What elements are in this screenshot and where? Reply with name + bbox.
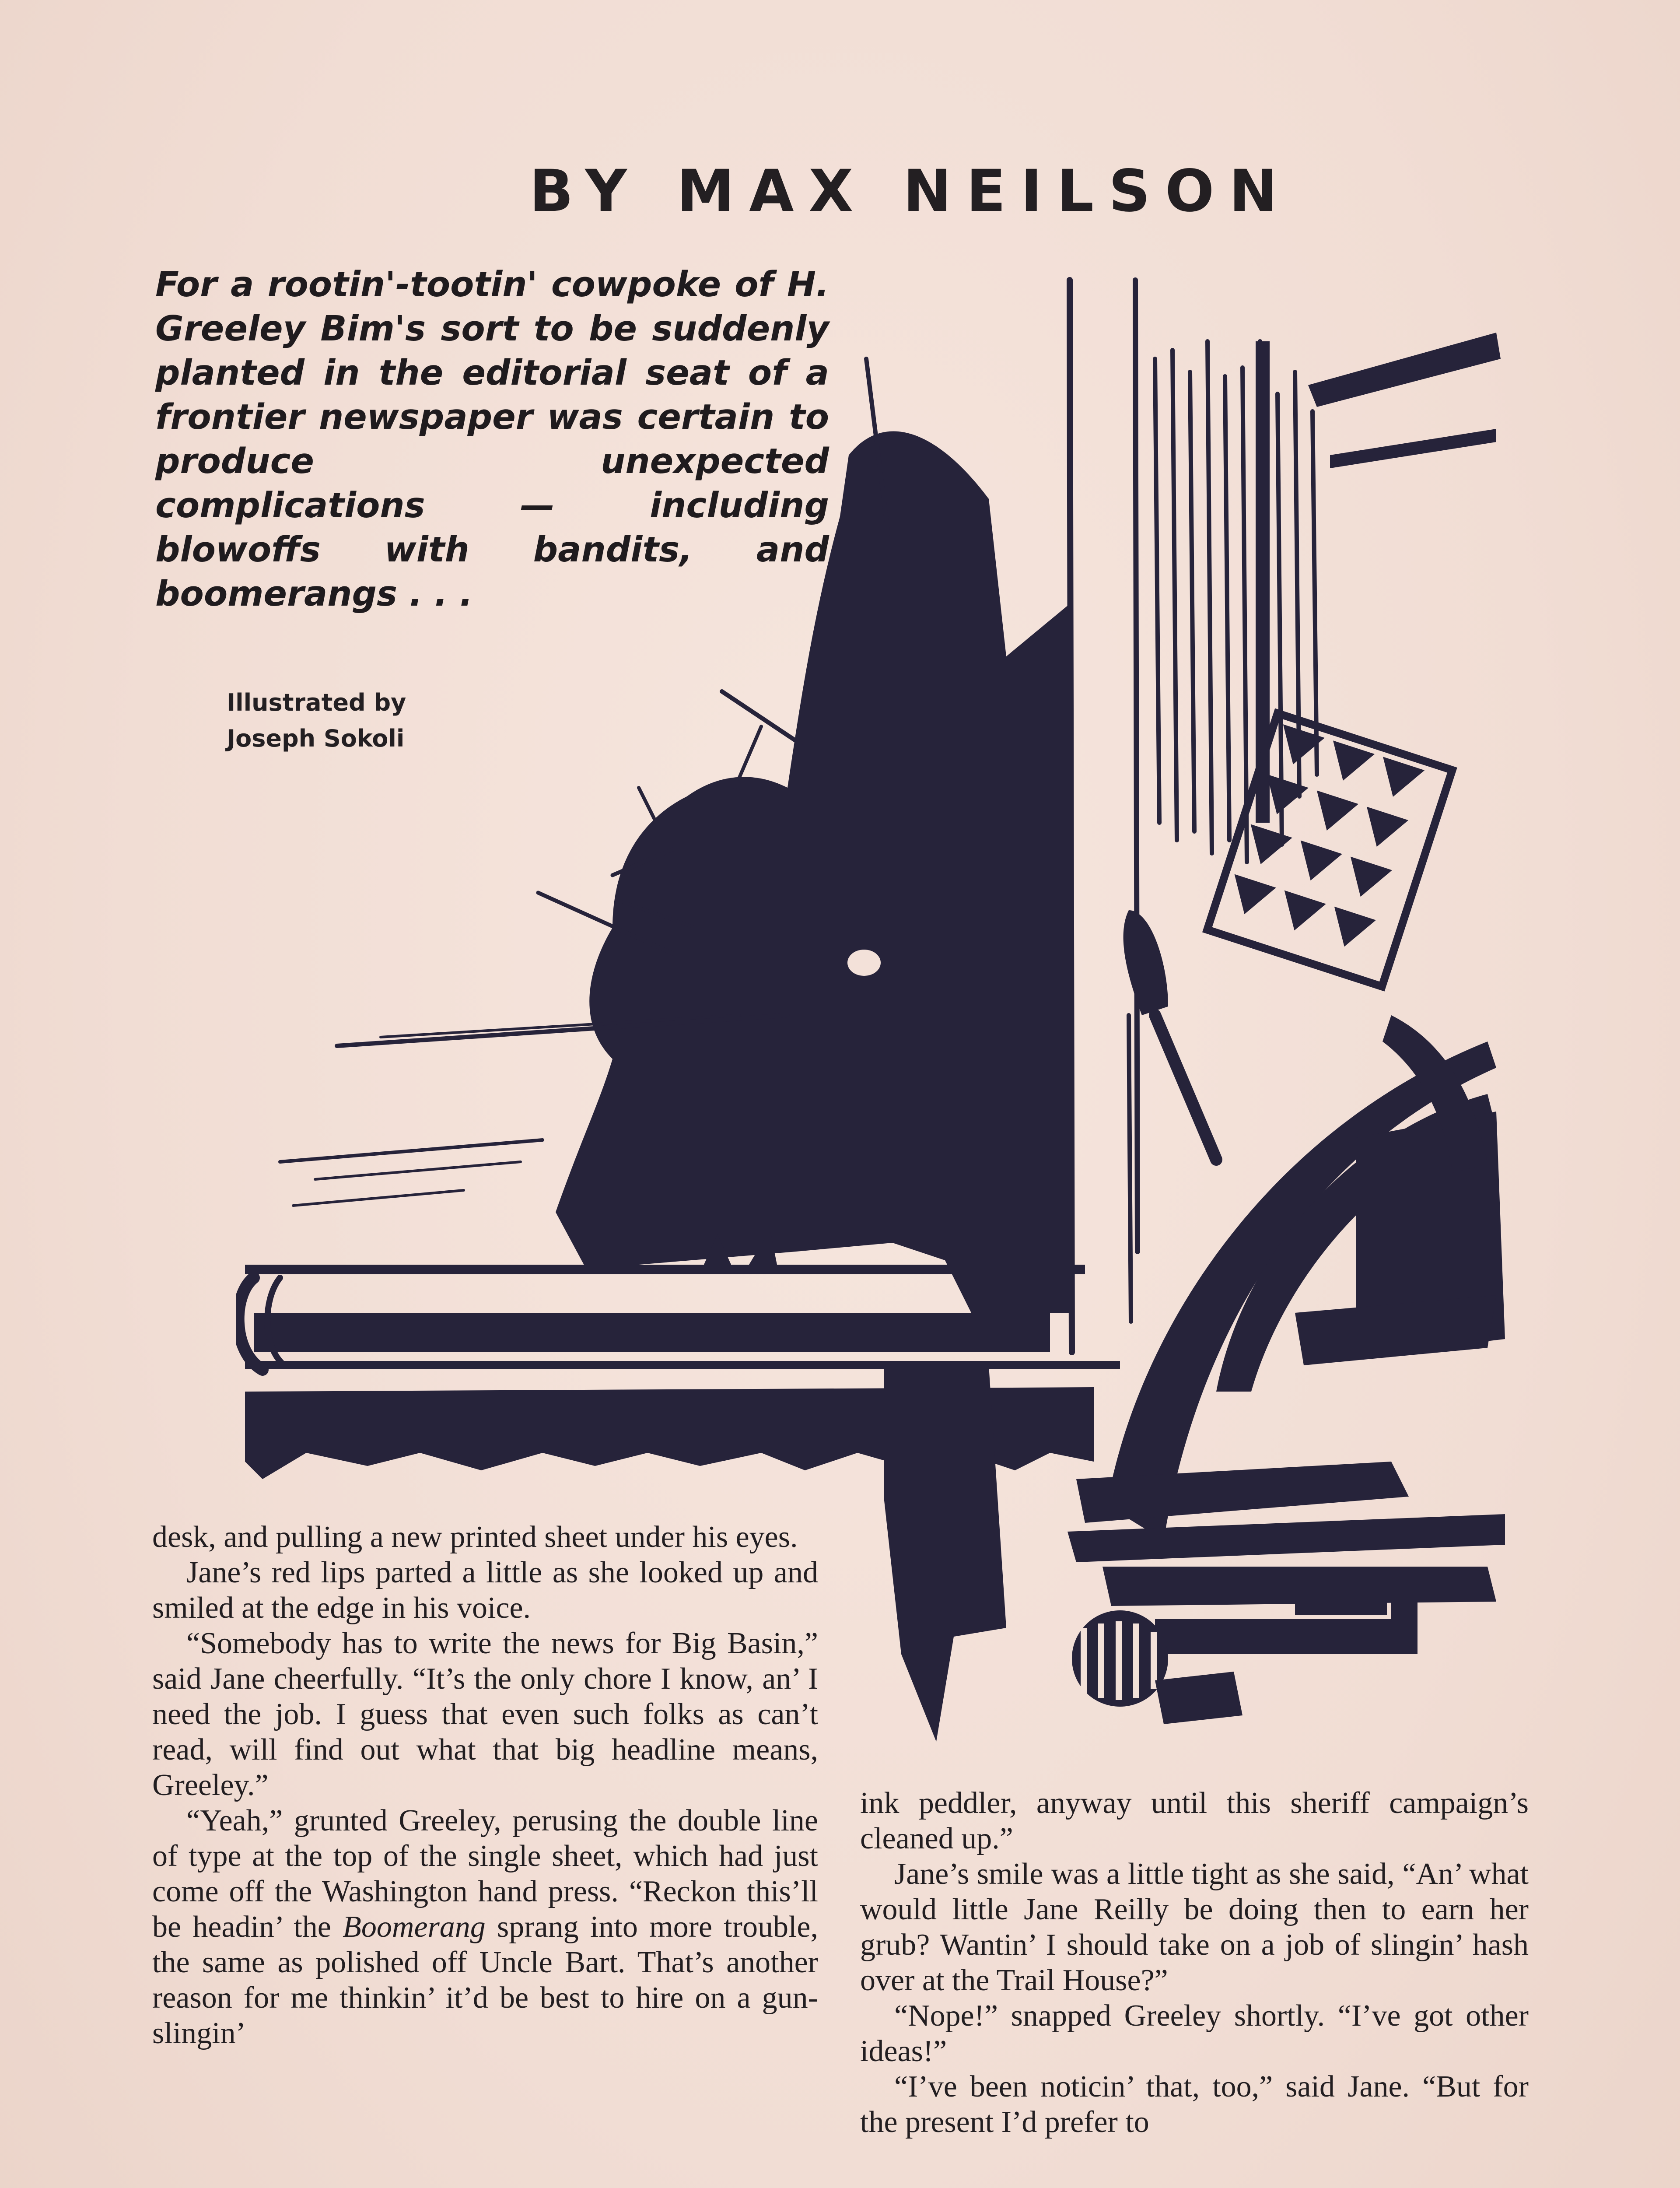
- paragraph-text: “Yeah,” grunted Greeley, perusing the double line of type at the top of the single sheet, which had just come off the Washington hand press. “Reckon this’ll be headin’ the: [152, 1804, 818, 1944]
- author-byline: BY MAX NEILSON: [529, 158, 1292, 225]
- illustrator-name: Joseph Sokoli: [227, 725, 405, 752]
- paragraph: “Somebody has to write the news for Big Basin,” said Jane cheerfully. “It’s the only chore I know, an’ I need the job. I guess that even such folks as can’t read, will find out what that big headline means, Greeley.”: [152, 1627, 818, 1802]
- paragraph: ink peddler, anyway until this sheriff campaign’s cleaned up.”: [860, 1786, 1529, 1855]
- credit-label: Illustrated by: [227, 689, 406, 716]
- paragraph: “I’ve been noticin’ that, too,” said Jane. “But for the present I’d prefer to: [860, 2070, 1529, 2139]
- text-column-right: [860, 1785, 1529, 2140]
- story-blurb: For a rootin'-tootin' cowpoke of H. Greeley Bim's sort to be suddenly planted in the editorial seat of a frontier newspaper was certain to produce unexpected complications — including blowoffs with bandits, and boomerangs . . .: [155, 264, 829, 614]
- newspaper-title: Boomerang: [343, 1910, 486, 1944]
- paragraph: [152, 1803, 818, 2051]
- paragraph: Jane’s red lips parted a little as she looked up and smiled at the edge in his voice.: [152, 1556, 818, 1625]
- paragraph: Jane’s smile was a little tight as she said, “An’ what would little Jane Reilly be doing then to earn her grub? Wantin’ I should take on a job of slingin’ hash over at the Trail House?”: [860, 1857, 1529, 1997]
- paragraph: desk, and pulling a new printed sheet under his eyes.: [152, 1520, 798, 1554]
- paragraph-text: sprang into more trouble, the same as polished off Uncle Bart. That’s another reason for me thinkin’ it’d be best to hire on a gun-slingin’: [152, 1910, 819, 2050]
- paragraph: “Nope!” snapped Greeley shortly. “I’ve got other ideas!”: [860, 1999, 1529, 2068]
- text-column-left: [152, 1519, 818, 2051]
